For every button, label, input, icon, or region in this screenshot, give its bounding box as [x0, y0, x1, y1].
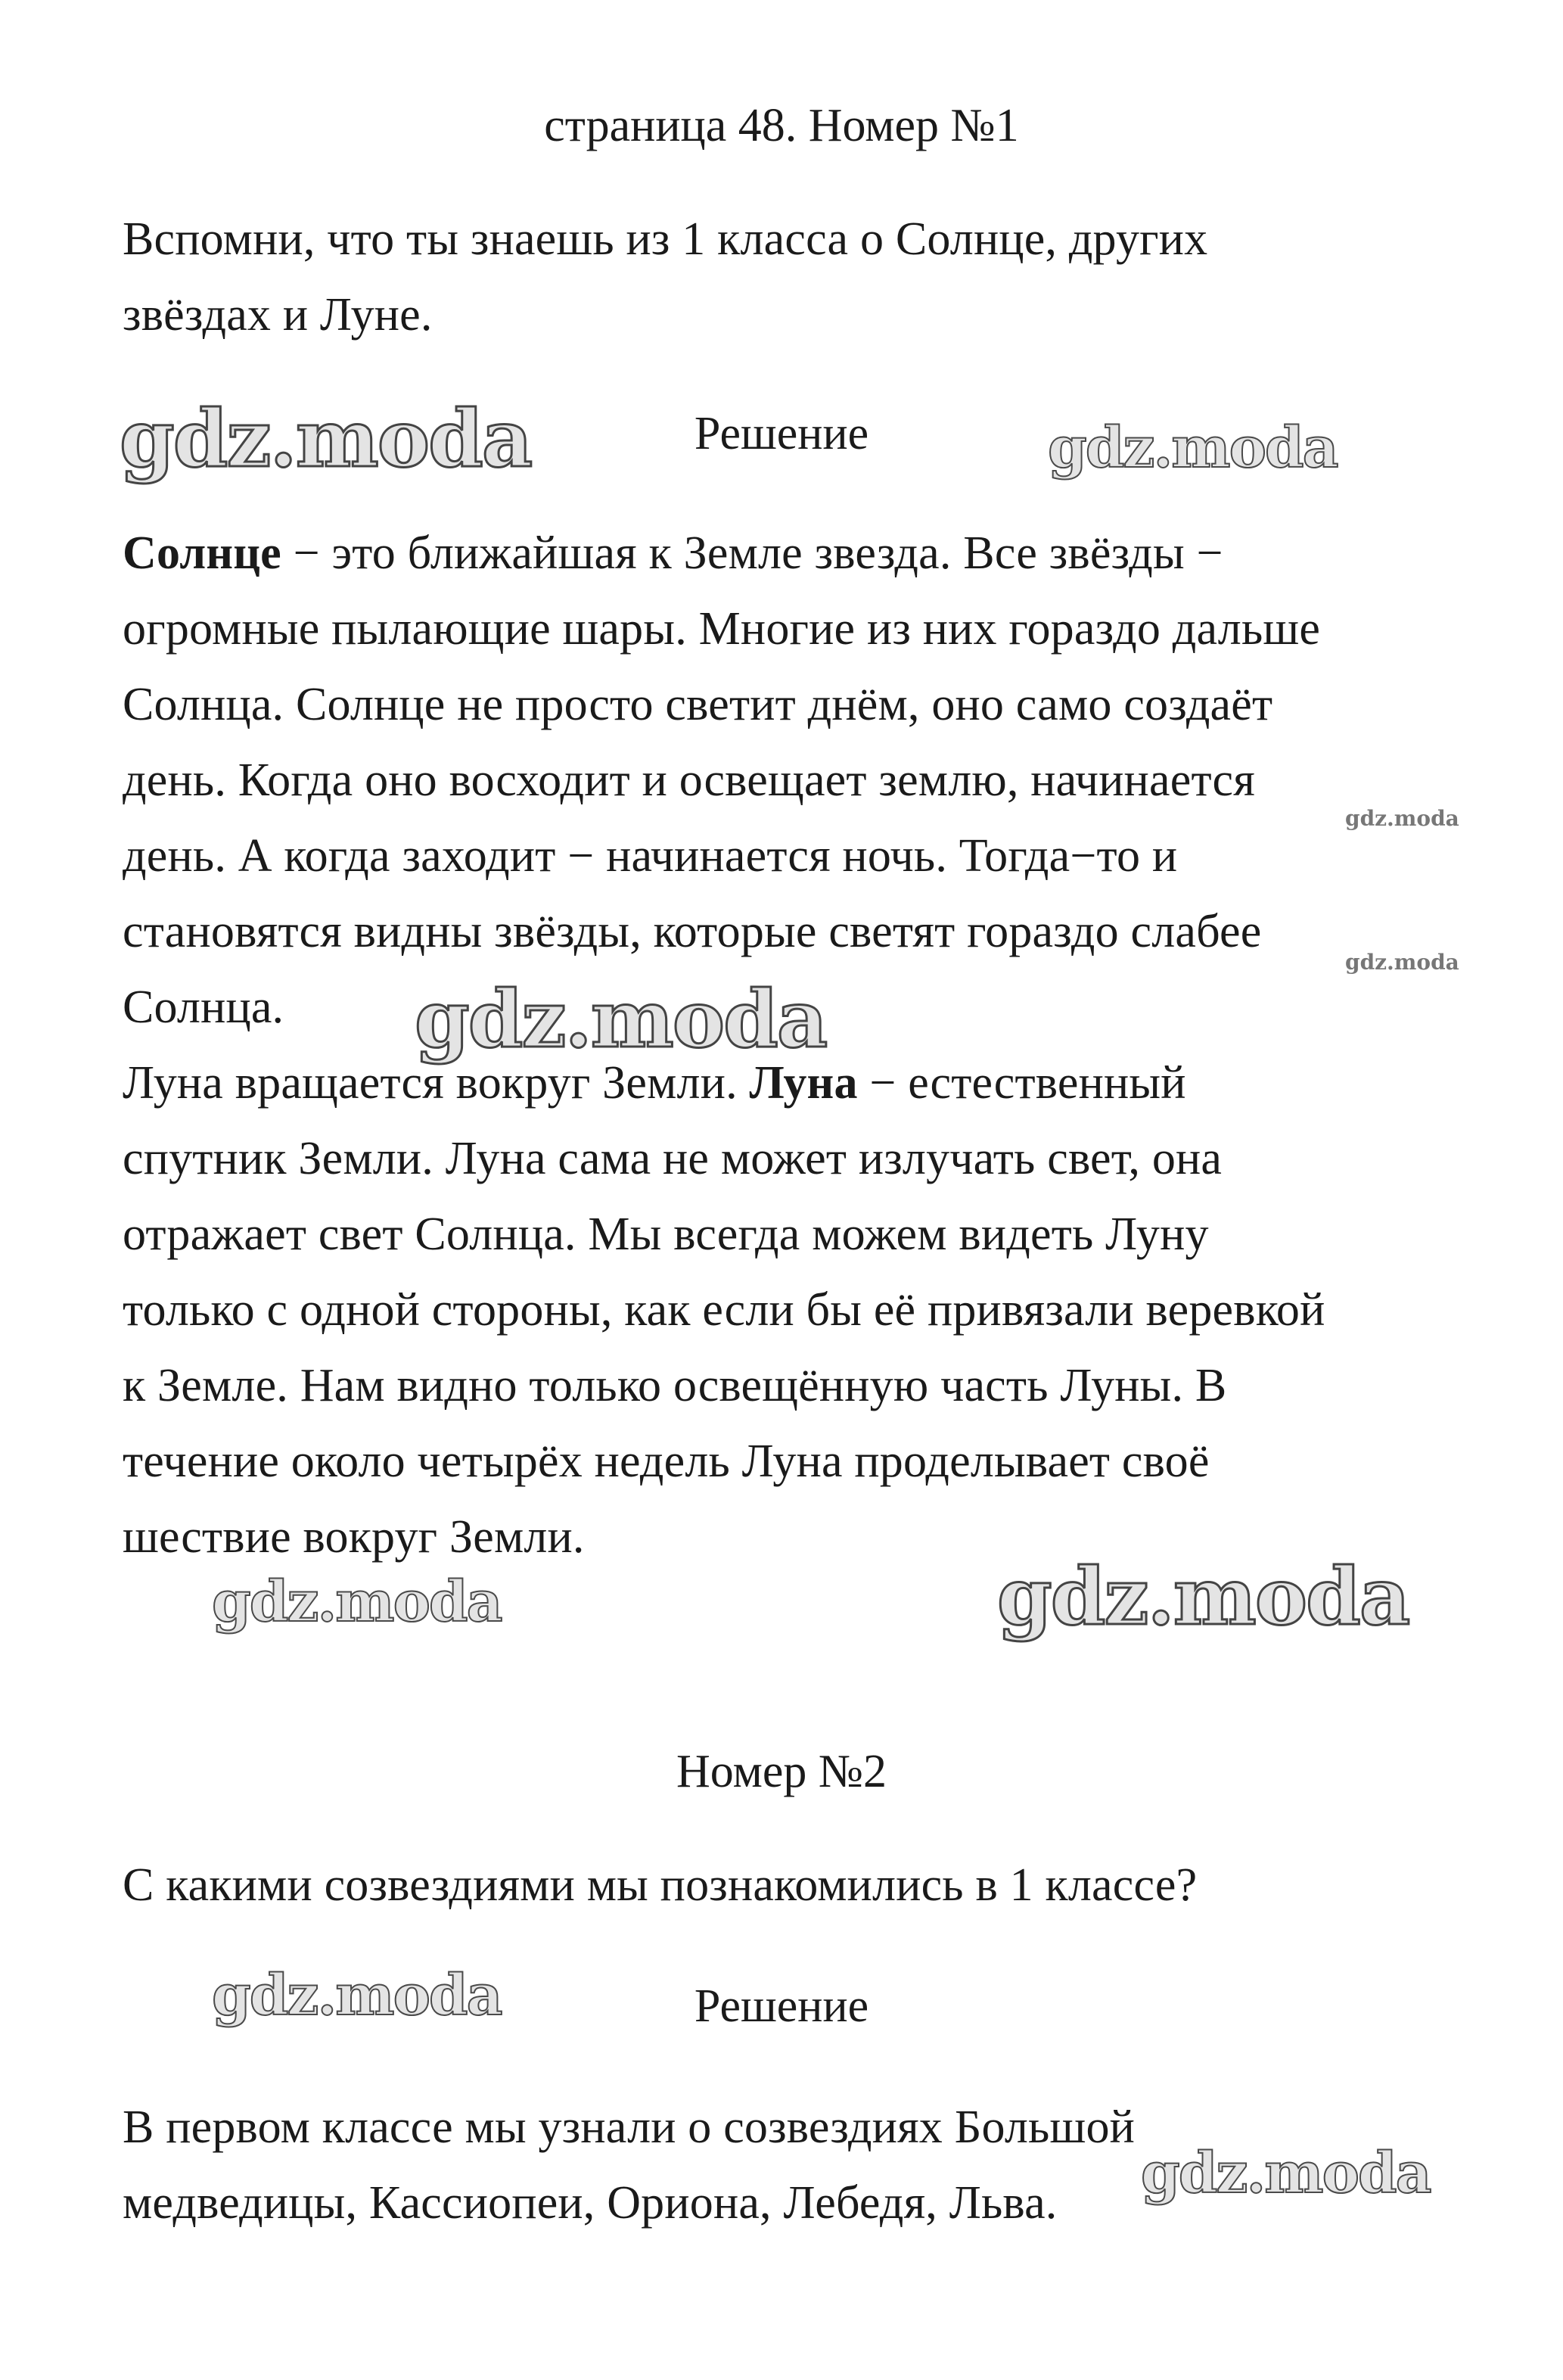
task2-solution-label: Решение: [694, 1980, 869, 2032]
answer-line-11: только с одной стороны, как если бы её привязали веревкой: [123, 1284, 1325, 1336]
answer-line-1: [123, 527, 1223, 579]
answer-line-8-text: − естественный: [857, 1057, 1186, 1109]
answer-term-moon: Луна: [749, 1057, 858, 1109]
answer-line-1-text: − это ближайшая к Земле звезда. Все звёзды −: [281, 527, 1223, 579]
watermark-logo: gdz.moda: [212, 1963, 502, 2028]
watermark-logo: gdz.moda: [120, 392, 532, 485]
watermark-logo: gdz.moda: [212, 1570, 502, 1635]
watermark-logo: gdz.moda: [997, 1550, 1409, 1643]
task2-answer-line-1: В первом классе мы узнали о созвездиях Большой: [123, 2102, 1136, 2153]
answer-line-14: шествие вокруг Земли.: [123, 1511, 585, 1563]
task1-solution-label: Решение: [694, 408, 869, 459]
answer-line-3: Солнца. Солнце не просто светит днём, оно само создаёт: [123, 679, 1273, 730]
answer-line-12: к Земле. Нам видно только освещённую часть Луны. В: [123, 1360, 1227, 1411]
watermark-logo: gdz.moda: [1345, 806, 1459, 831]
task2-question: С какими созвездиями мы познакомились в 1 классе?: [123, 1859, 1198, 1911]
answer-term-sun: Солнце: [123, 527, 281, 579]
answer-line-5: день. А когда заходит − начинается ночь. Тогда−то и: [123, 830, 1178, 882]
watermark-logo: gdz.moda: [1345, 950, 1459, 975]
task1-question-line-2: звёздах и Луне.: [123, 289, 433, 341]
answer-line-6: становятся видны звёзды, которые светят гораздо слабее: [123, 906, 1262, 957]
task2-answer-line-2: медведицы, Кассиопеи, Ориона, Лебедя, Льва.: [123, 2177, 1058, 2229]
answer-line-8: [123, 1057, 1186, 1109]
answer-line-8-start: Луна вращается вокруг Земли.: [123, 1057, 750, 1109]
answer-line-13: течение около четырёх недель Луна проделывает своё: [123, 1436, 1210, 1487]
watermark-logo: gdz.moda: [415, 972, 827, 1066]
answer-line-10: отражает свет Солнца. Мы всегда можем видеть Луну: [123, 1209, 1209, 1260]
watermark-logo: gdz.moda: [1048, 415, 1338, 481]
watermark-logo: gdz.moda: [1141, 2141, 1431, 2206]
answer-line-7: Солнца.: [123, 982, 284, 1033]
task1-question-line-1: Вспомни, что ты знаешь из 1 класса о Солнце, других: [123, 213, 1208, 265]
answer-line-2: огромные пылающие шары. Многие из них гораздо дальше: [123, 603, 1321, 655]
answer-line-4: день. Когда оно восходит и освещает землю, начинается: [123, 754, 1255, 806]
answer-line-9: спутник Земли. Луна сама не может излучать свет, она: [123, 1133, 1223, 1184]
page-header: страница 48. Номер №1: [544, 100, 1019, 151]
task2-title: Номер №2: [676, 1746, 887, 1797]
